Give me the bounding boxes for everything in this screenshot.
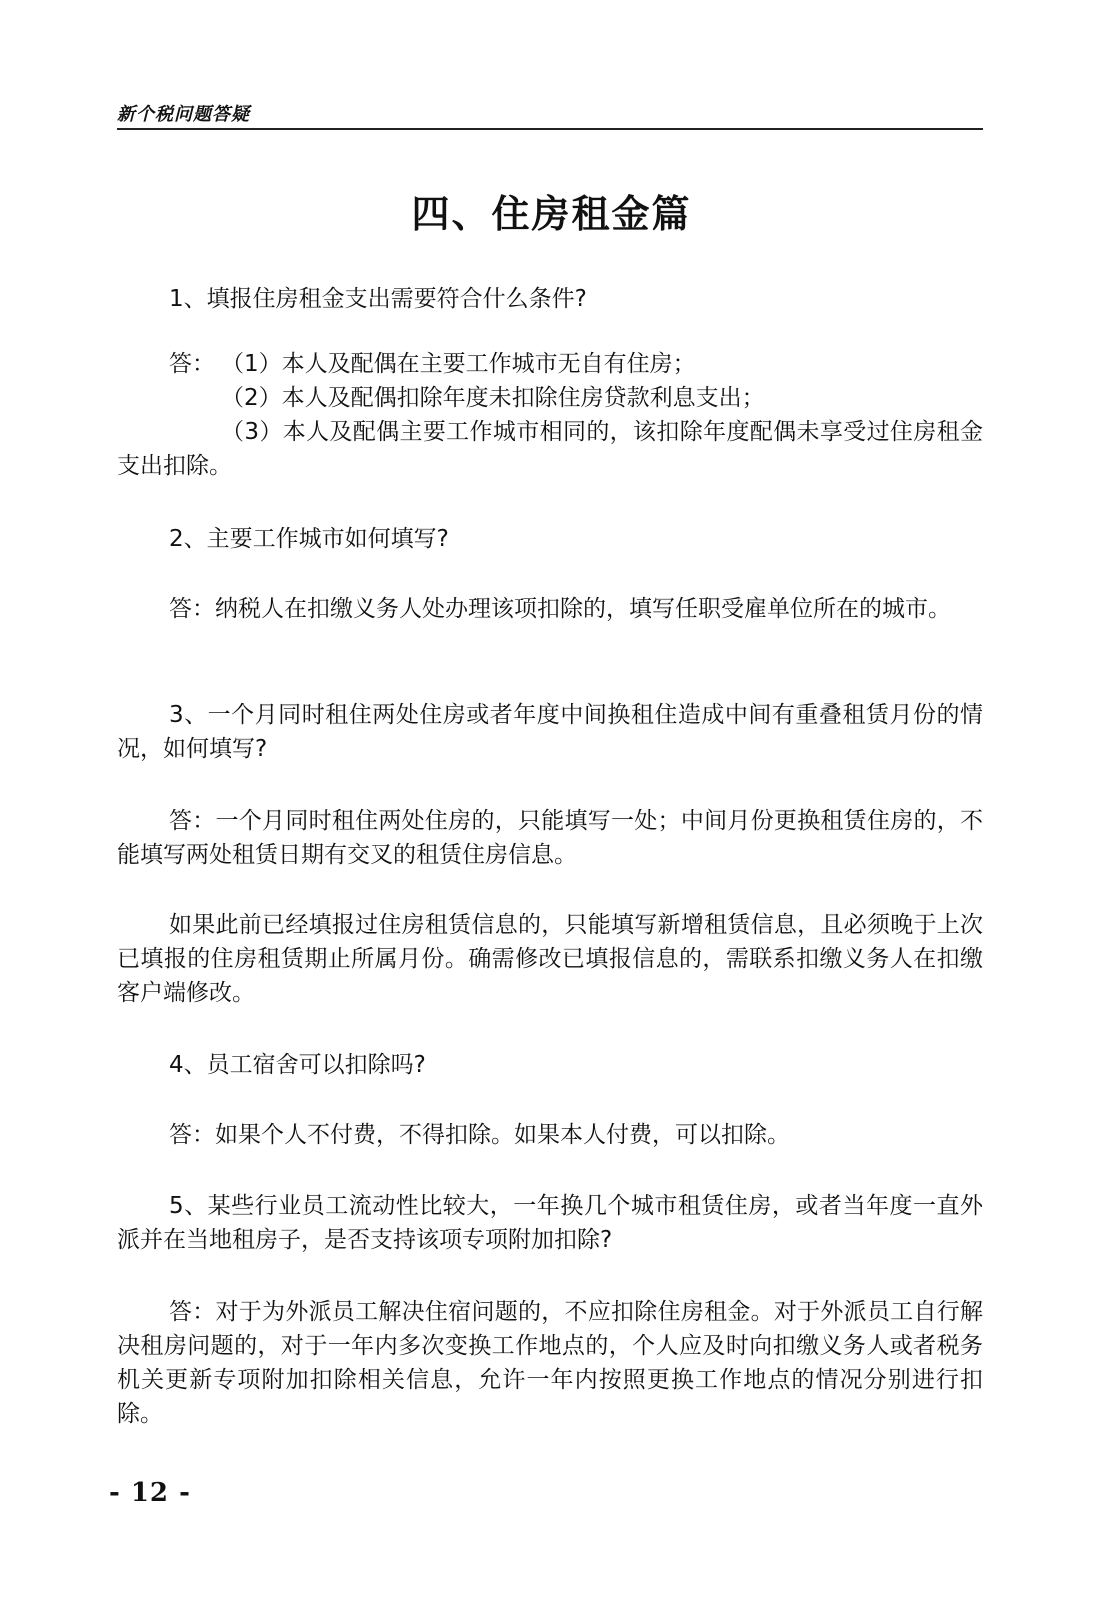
answer-1-item-1: （1）本人及配偶在主要工作城市无自有住房；	[221, 351, 696, 377]
page-number: - 12 -	[109, 1478, 191, 1508]
question-4: 4、员工宿舍可以扣除吗?	[169, 1052, 426, 1078]
question-3: 3、一个月同时租住两处住房或者年度中间换租住造成中间有重叠租赁月份的情况，如何填写?	[117, 702, 983, 762]
answer-3: 答：一个月同时租住两处住房的，只能填写一处；中间月份更换租赁住房的，不能填写两处租赁日期有交叉的租赁住房信息。	[117, 808, 983, 868]
answer-1-prefix: 答：	[169, 351, 215, 377]
question-2: 2、主要工作城市如何填写?	[169, 526, 449, 552]
answer-3-extra: 如果此前已经填报过住房租赁信息的，只能填写新增租赁信息，且必须晚于上次已填报的住房租赁期止所属月份。确需修改已填报信息的，需联系扣缴义务人在扣缴客户端修改。	[117, 912, 983, 1006]
running-header	[117, 98, 983, 130]
answer-2: 答：纳税人在扣缴义务人处办理该项扣除的，填写任职受雇单位所在的城市。	[169, 596, 951, 622]
answer-5: 答：对于为外派员工解决住宿问题的，不应扣除住房租金。对于外派员工自行解决租房问题的，对于一年内多次变换工作地点的，个人应及时向扣缴义务人或者税务机关更新专项附加扣除相关信息，允许一年内按照更换工作地点的情况分别进行扣除。	[117, 1299, 983, 1427]
question-5: 5、某些行业员工流动性比较大，一年换几个城市租赁住房，或者当年度一直外派并在当地租房子，是否支持该项专项附加扣除?	[117, 1193, 983, 1253]
running-header-title: 新个税问题答疑	[117, 104, 250, 125]
section-title: 四、住房租金篇	[411, 192, 692, 236]
question-1: 1、填报住房租金支出需要符合什么条件?	[169, 286, 587, 312]
answer-1-item-2: （2）本人及配偶扣除年度未扣除住房贷款利息支出；	[221, 385, 765, 411]
answer-1-item-3: （3）本人及配偶主要工作城市相同的，该扣除年度配偶未享受过住房租金支出扣除。	[117, 419, 983, 479]
answer-4: 答：如果个人不付费，不得扣除。如果本人付费，可以扣除。	[169, 1122, 790, 1148]
